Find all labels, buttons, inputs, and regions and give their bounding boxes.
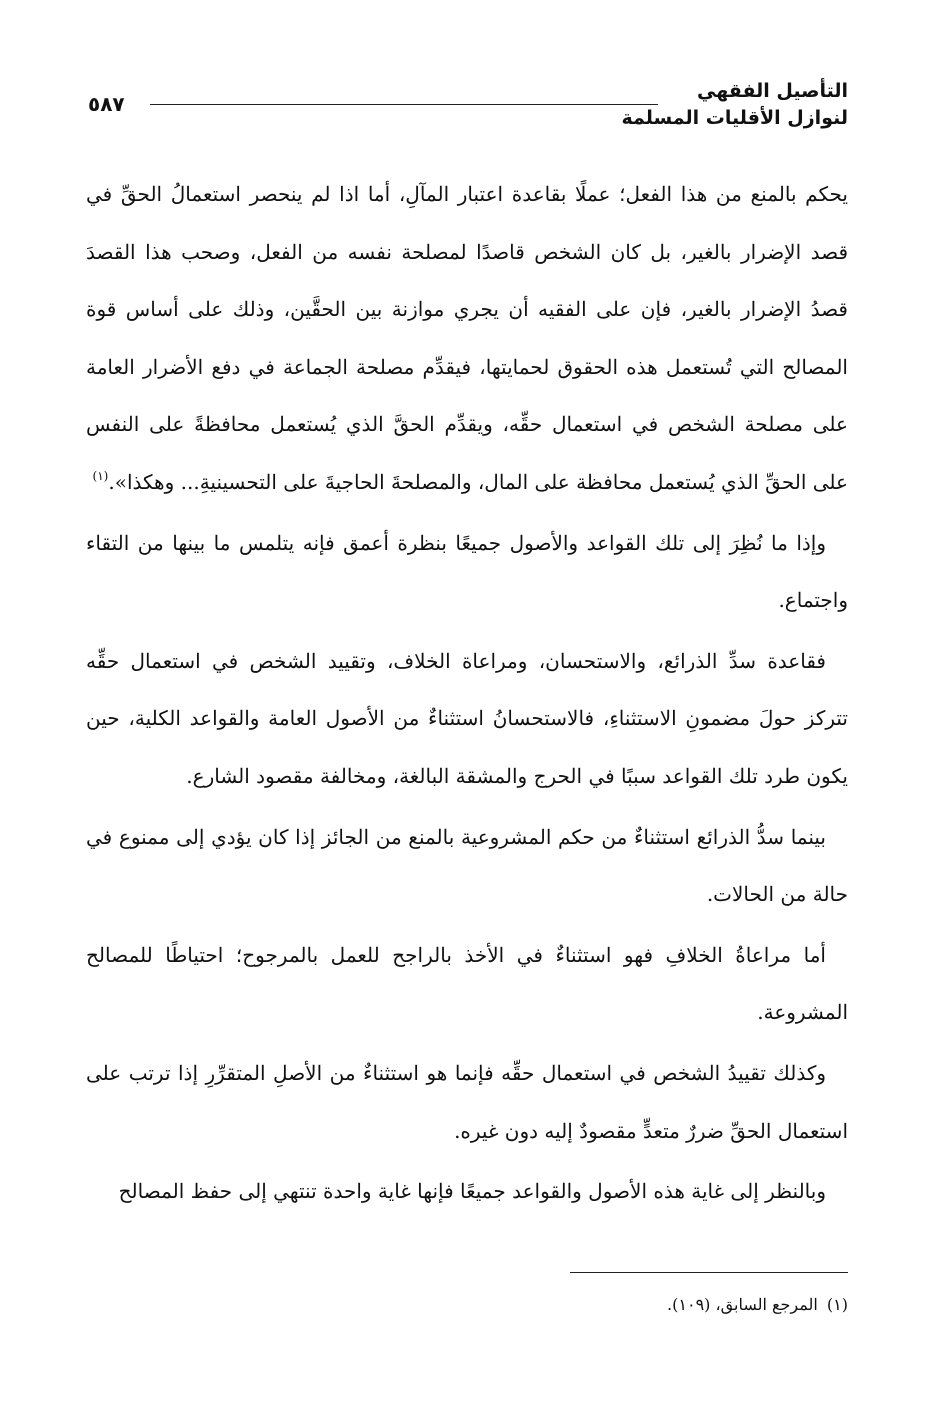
footnotes xyxy=(86,1290,848,1320)
book-title-line-1: التأصيل الفقهي xyxy=(697,80,848,102)
footnote-separator xyxy=(570,1272,848,1273)
paragraph-1-text: يحكم بالمنع من هذا الفعل؛ عملًا بقاعدة اعتبار المآلِ، أما اذا لم ينحصر استعمالُ الحقِّ في قصد الإضرار بالغير، بل كان الشخص قاصدًا لمصلحة نفسه من الفعل، وصحب هذا القصدَ قصدُ الإضرار بالغير، فإن على الفقيه أن يجري موازنة بين الحقَّين، وذلك على أساس قوة المصالح التي تُستعمل هذه الحقوق لحمايتها، فيقدِّم مصلحة الجماعة في دفع الأضرار العامة على مصلحة الشخص في استعمال حقِّه، ويقدِّم الحقَّ الذي يُستعمل محافظةً على النفس على الحقِّ الذي يُستعمل محافظة على المال، والمصلحةَ الحاجيةَ على التحسينيةِ... وهكذا». xyxy=(86,182,848,494)
book-title xyxy=(621,78,848,132)
footnote-number: (١) xyxy=(826,1295,848,1314)
paragraph-2: وإذا ما نُظِرَ إلى تلك القواعد والأصول جميعًا بنظرة أعمق فإنه يتلمس ما بينها من التقاء واجتماع. xyxy=(86,530,848,613)
body-text xyxy=(86,166,848,1224)
footnote-reference[interactable]: (١) xyxy=(92,468,109,483)
paragraph-1 xyxy=(86,166,848,512)
paragraph-6: وكذلك تقييدُ الشخص في استعمال حقِّه فإنما هو استثناءٌ من الأصلِ المتقرِّرِ إذا ترتب على استعمال الحقِّ ضررٌ متعدٍّ مقصودٌ إليه دون غيره. xyxy=(86,1060,848,1143)
paragraph-4: بينما سدُّ الذرائع استثناءٌ من حكم المشروعية بالمنع من الجائز إذا كان يؤدي إلى ممنوع في حالة من الحالات. xyxy=(86,824,848,907)
page-number: ٥٨٧ xyxy=(88,92,125,116)
footnote-item xyxy=(86,1290,848,1320)
paragraph-3: فقاعدة سدِّ الذرائع، والاستحسان، ومراعاة الخلاف، وتقييد الشخص في استعمال حقِّه تتركز حولَ مضمونِ الاستثناءِ، فالاستحسانُ استثناءٌ من الأصول العامة والقواعد الكلية، حين يكون طرد تلك القواعد سببًا في الحرج والمشقة البالغة، ومخالفة مقصود الشارع. xyxy=(86,648,848,788)
running-header xyxy=(88,78,848,140)
paragraph-5: أما مراعاةُ الخلافِ فهو استثناءٌ في الأخذ بالراجح للعمل بالمرجوح؛ احتياطًا للمصالح المشروعة. xyxy=(86,942,848,1025)
paragraph-7: وبالنظر إلى غاية هذه الأصول والقواعد جميعًا فإنها غاية واحدة تنتهي إلى حفظ المصالح xyxy=(118,1179,826,1204)
footnote-text: المرجع السابق، (١٠٩). xyxy=(667,1295,818,1314)
header-rule xyxy=(150,104,658,105)
book-title-line-2: لنوازل الأقليات المسلمة xyxy=(621,107,848,129)
